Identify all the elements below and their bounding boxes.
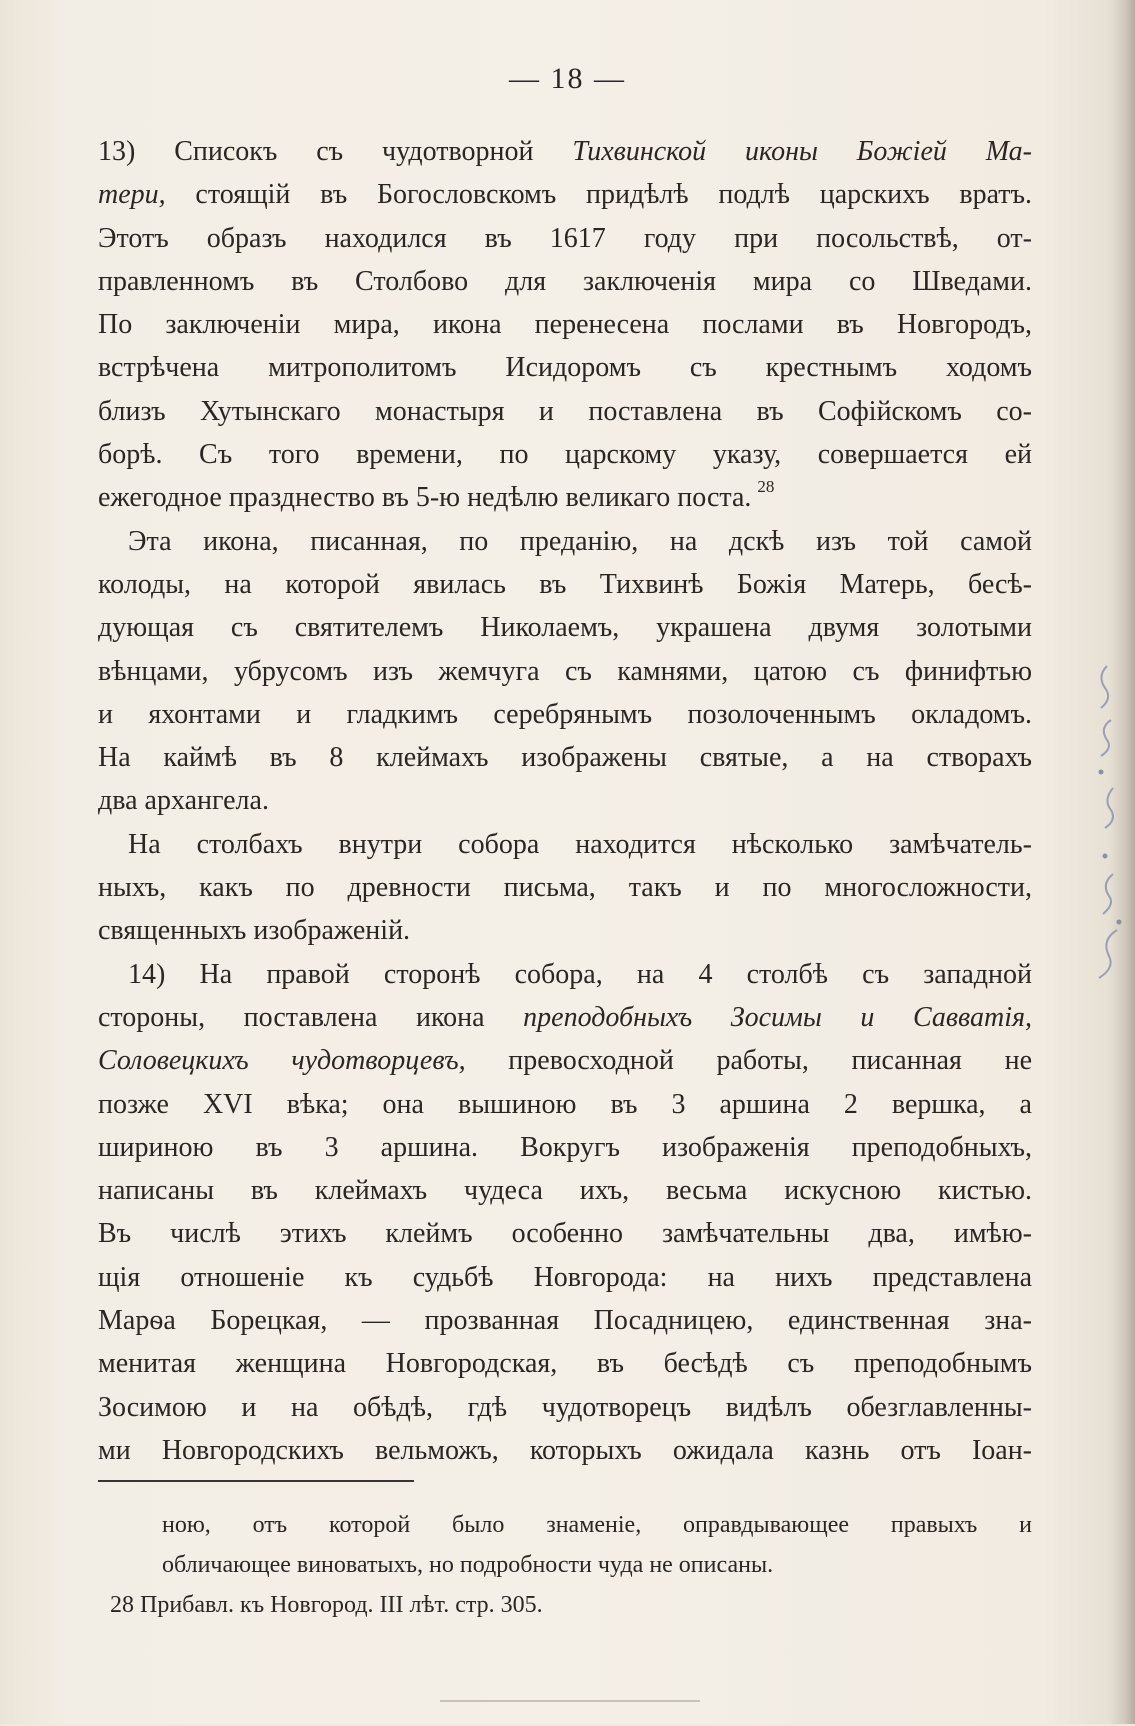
text-span: 14) На правой сторонѣ собора, на 4 столбѣ съ западной [128, 958, 1032, 990]
pencil-margin-marks-icon [1087, 660, 1131, 990]
footnote-separator [98, 1480, 414, 1482]
text-span: два архангела. [98, 785, 269, 817]
text-line [98, 996, 1032, 1039]
text-line [98, 1429, 1032, 1472]
text-line [98, 866, 1032, 909]
footnote-line: ною, отъ которой было знаменіе, оправдывающее правыхъ и [162, 1512, 1032, 1538]
text-line [98, 303, 1032, 346]
footnote-line: обличающее виноватыхъ, но подробности чуда не описаны. [162, 1552, 774, 1578]
text-line [98, 953, 1032, 996]
italic-text: тери, [98, 179, 166, 211]
text-span: колоды, на которой явилась въ Тихвинѣ Божія Матерь, бесѣ- [98, 568, 1032, 600]
text-span: щія отношеніе къ судьбѣ Новгорода: на нихъ представлена [98, 1261, 1032, 1293]
text-span: и яхонтами и гладкимъ серебрянымъ позолоченнымъ окладомъ. [98, 698, 1032, 730]
faint-stamp-bleedthrough [440, 1700, 700, 1726]
text-line [98, 1083, 1032, 1126]
text-line [98, 476, 1032, 519]
text-span: Зосимою и на обѣдѣ, гдѣ чудотворецъ видѣлъ обезглавленны- [98, 1391, 1032, 1423]
text-span: встрѣчена митрополитомъ Исидоромъ съ крестнымъ ходомъ [98, 352, 1032, 384]
text-line [98, 1169, 1032, 1212]
footnotes [110, 1505, 1032, 1625]
text-span: Этотъ образъ находился въ 1617 году при посольствѣ, от- [98, 222, 1032, 254]
text-span: ежегодное празднество въ 5-ю недѣлю великаго поста. [98, 482, 752, 514]
text-span: Эта икона, писанная, по преданію, на дскѣ изъ той самой [128, 525, 1032, 557]
text-line [98, 1126, 1032, 1169]
text-span: вѣнцами, убрусомъ изъ жемчуга съ камнями, цатою съ финифтью [98, 655, 1032, 687]
text-line [98, 693, 1032, 736]
text-line [98, 650, 1032, 693]
text-line [98, 823, 1032, 866]
text-line [98, 1386, 1032, 1429]
text-span: священныхъ изображеній. [98, 915, 411, 947]
text-line [98, 1342, 1032, 1385]
footnote-marker: 28 [757, 477, 775, 497]
text-line [98, 1212, 1032, 1255]
text-line [98, 173, 1032, 216]
text-line [98, 390, 1032, 433]
text-line [98, 130, 1032, 173]
text-span: Въ числѣ этихъ клеймъ особенно замѣчательны два, имѣю- [98, 1218, 1032, 1250]
text-span: позже XVI вѣка; она вышиною въ 3 аршина 2 вершка, а [98, 1088, 1032, 1120]
text-span: борѣ. Съ того времени, по царскому указу, совершается ей [98, 439, 1032, 471]
text-span: На столбахъ внутри собора находится нѣсколько замѣчатель- [128, 828, 1032, 860]
text-span: стоящій въ Богословскомъ придѣлѣ подлѣ царскихъ вратъ. [165, 179, 1032, 211]
text-line [98, 1256, 1032, 1299]
text-line [98, 1039, 1032, 1082]
text-line [98, 779, 1032, 822]
text-line [98, 563, 1032, 606]
text-span: Марѳа Борецкая, — прозванная Посадницею, единственная зна- [98, 1305, 1032, 1337]
text-span: ми Новгородскихъ вельможъ, которыхъ ожидала казнь отъ Іоан- [98, 1434, 1032, 1466]
text-span: стороны, поставлена икона [98, 1001, 524, 1033]
italic-text: Соловецкихъ чудотворцевъ, [98, 1045, 466, 1077]
text-span: ныхъ, какъ по древности письма, такъ и по многосложности, [98, 872, 1032, 904]
text-span: шириною въ 3 аршина. Вокругъ изображенія преподобныхъ, [98, 1131, 1032, 1163]
footnote-line: 28 Прибавл. къ Новгород. III лѣт. стр. 305. [110, 1592, 543, 1618]
text-line [98, 260, 1032, 303]
text-span: превосходной работы, писанная не [465, 1045, 1032, 1077]
text-span: На каймѣ въ 8 клеймахъ изображены святые, а на створахъ [98, 742, 1032, 774]
italic-text: преподобныхъ Зосимы и Савватія, [523, 1001, 1032, 1033]
text-line [98, 433, 1032, 476]
text-span: менитая женщина Новгородская, въ бесѣдѣ съ преподобнымъ [98, 1348, 1032, 1380]
text-line [98, 520, 1032, 563]
page-number: — 18 — [509, 62, 626, 95]
text-span: близъ Хутынскаго монастыря и поставлена въ Софійскомъ со- [98, 395, 1032, 427]
text-span: написаны въ клеймахъ чудеса ихъ, весьма искусною кистью. [98, 1175, 1032, 1207]
text-span: 13) Списокъ съ чудотворной [98, 136, 573, 167]
text-span: дующая съ святителемъ Николаемъ, украшена двумя золотыми [98, 612, 1032, 644]
text-line [98, 736, 1032, 779]
text-line [98, 1299, 1032, 1342]
text-span: По заключеніи мира, икона перенесена послами въ Новгородъ, [98, 309, 1032, 341]
italic-text: Тихвинской иконы Божіей Ма- [572, 136, 1032, 167]
text-line [98, 346, 1032, 389]
main-text [98, 130, 1032, 1472]
text-line [98, 909, 1032, 952]
text-line [98, 217, 1032, 260]
text-span: правленномъ въ Столбово для заключенія мира со Шведами. [98, 265, 1032, 297]
text-line [98, 606, 1032, 649]
